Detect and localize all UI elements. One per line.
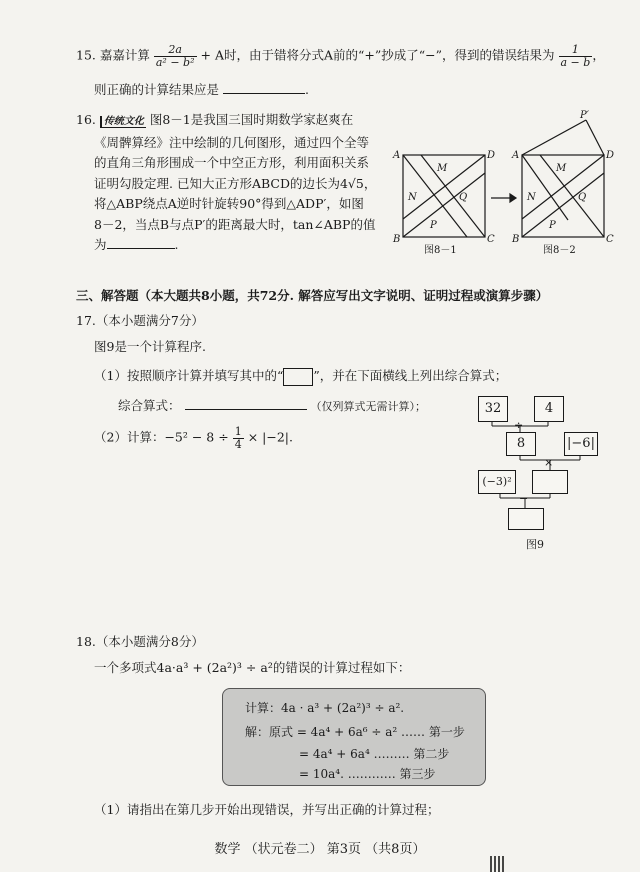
fig9-box-square: (−3)²	[478, 470, 516, 494]
fig2-label-M: M	[556, 163, 567, 174]
q15-text-3: ，	[592, 47, 605, 63]
fig1-label-Q: Q	[459, 192, 468, 203]
q15-line2	[94, 80, 309, 98]
fig9-box-32: 32	[478, 396, 508, 422]
q18-intro: 一个多项式4a·a³ + (2a²)³ ÷ a²的错误的计算过程如下：	[94, 660, 411, 675]
q15-line1	[76, 44, 605, 68]
q17-part1-a: （1）按照顺序计算并填写其中的“	[94, 368, 284, 383]
fig8-1-line	[403, 173, 485, 237]
fig9-box-result2[interactable]	[508, 508, 544, 530]
q15-frac-num: 2a	[154, 44, 197, 57]
fig1-label-A: A	[393, 150, 401, 161]
q17-head: 17.（本小题满分7分）	[76, 313, 204, 328]
q17-part1-formula	[118, 396, 426, 414]
q16-number: 16.	[76, 112, 96, 127]
q17-part2	[94, 426, 293, 450]
fig9-op-multiply: ×	[544, 456, 554, 469]
q15-result-fraction	[559, 44, 593, 68]
fig1-label-N: N	[408, 192, 417, 203]
fig8-2-line	[586, 120, 604, 155]
q16-line-1: 《周髀算经》注中绘制的几何图形，通过四个全等	[94, 134, 370, 150]
fig9-caption: 图9	[526, 538, 544, 551]
fig2-label-C: C	[606, 234, 614, 245]
q16-figures	[388, 108, 638, 258]
q17-part2-fraction	[233, 426, 244, 450]
fig9-box-abs6: |−6|	[564, 432, 598, 456]
q17-frac-den: 4	[234, 437, 242, 451]
q16-line-2: 的直角三角形围成一个中空正方形，利用面积关系	[94, 155, 370, 170]
fig8-2-line	[522, 173, 604, 237]
q17-intro: 图9是一个计算程序.	[94, 339, 206, 354]
q16-last-prefix: 为	[94, 237, 107, 252]
q17-frac-num: 1	[234, 425, 242, 438]
q16-line-0	[76, 110, 376, 133]
q16-text	[76, 110, 376, 256]
page-footer: 数学 （状元卷二） 第3页 （共8页）	[214, 842, 426, 857]
fig2-label-B: B	[512, 234, 520, 245]
fig2-label-D: D	[606, 150, 615, 161]
fig1-label-B: B	[393, 234, 401, 245]
q16-line-6	[76, 235, 376, 256]
section-3-heading: 三、解答题（本大题共8小题，共72分. 解答应写出文字说明、证明过程或演算步骤）	[76, 288, 549, 303]
q15-fraction	[154, 44, 197, 68]
q17-part1-b: ”，并在下面横线上列出综合算式；	[313, 368, 508, 383]
q16-line-3: 证明勾股定理. 已知大正方形ABCD的边长为4√5，	[94, 175, 377, 191]
q15-frac-den: a² − b²	[155, 55, 195, 69]
q15-number: 15.	[76, 47, 96, 63]
q15-answer-blank[interactable]	[223, 93, 305, 94]
q16-line-0-text: 图8－1是我国三国时期数学家赵爽在	[149, 112, 354, 127]
q15-res-den: a − b	[560, 55, 591, 69]
q17-part2-a: （2）计算：−5² − 8 ÷	[94, 429, 229, 445]
fig9-box-8: 8	[506, 432, 536, 456]
q15-res-num: 1	[559, 44, 593, 57]
fig1-label-M: M	[437, 163, 448, 174]
q15-text-5: .	[305, 82, 309, 97]
q18-part1: （1）请指出在第几步开始出现错误，并写出正确的计算过程；	[94, 802, 440, 817]
q16-last-suffix: .	[174, 237, 179, 252]
q15-text-1: 嘉嘉计算	[99, 47, 150, 63]
fig9-box-4: 4	[534, 396, 564, 422]
q17-formula-label: 综合算式：	[118, 398, 181, 413]
q17-blank-box-icon	[283, 368, 313, 386]
q18-calc-line: 计算：4a · a³ + (2a²)³ ÷ a².	[245, 701, 405, 715]
fig9-op-divide: ÷	[514, 419, 524, 432]
q16-tag: 传统文化	[100, 116, 146, 128]
fig2-label-A: A	[512, 150, 520, 161]
fig9-op-minus: −	[519, 492, 529, 505]
q17-formula-note: （仅列算式无需计算）；	[310, 400, 426, 413]
q18-head: 18.（本小题满分8分）	[76, 634, 204, 649]
fig1-label-P: P	[430, 220, 437, 231]
fig1-label-D: D	[487, 150, 496, 161]
q16-answer-blank[interactable]	[107, 248, 175, 249]
q17-formula-blank[interactable]	[185, 409, 307, 410]
q16-line-5: 8－2，当点B与点P′的距离最大时，tan∠ABP的值	[94, 216, 376, 232]
fig2-label-P: P	[549, 220, 556, 231]
q18-step1: 解：原式 = 4a⁴ + 6a⁶ ÷ a² …… 第一步	[245, 725, 465, 739]
arrow-head	[510, 194, 516, 202]
fig2-label-Pprime: P′	[580, 110, 589, 121]
fig2-label-Q: Q	[578, 192, 587, 203]
qr-code-icon	[490, 856, 506, 872]
q17-part1	[94, 366, 507, 386]
fig8-2-line	[522, 120, 586, 155]
q18-step2: = 4a⁴ + 6a⁴ ……… 第二步	[299, 747, 450, 761]
q17-part2-b: × |−2|.	[247, 429, 293, 445]
fig8-1-caption: 图8－1	[424, 245, 457, 256]
fig9-box-result1[interactable]	[532, 470, 568, 494]
fig2-label-N: N	[527, 192, 536, 203]
fig8-2-caption: 图8－2	[543, 245, 576, 256]
fig1-label-C: C	[487, 234, 495, 245]
q15-text-2: + A时，由于错将分式A前的“+”抄成了“−”，得到的错误结果为	[200, 47, 555, 63]
q18-step3: = 10a⁴. ………… 第三步	[299, 767, 436, 781]
q18-calc-box	[222, 688, 486, 786]
q15-text-4: 则正确的计算结果应是	[94, 82, 220, 97]
q16-line-4: 将△ABP绕点A逆时针旋转90°得到△ADP′，如图	[94, 196, 364, 211]
